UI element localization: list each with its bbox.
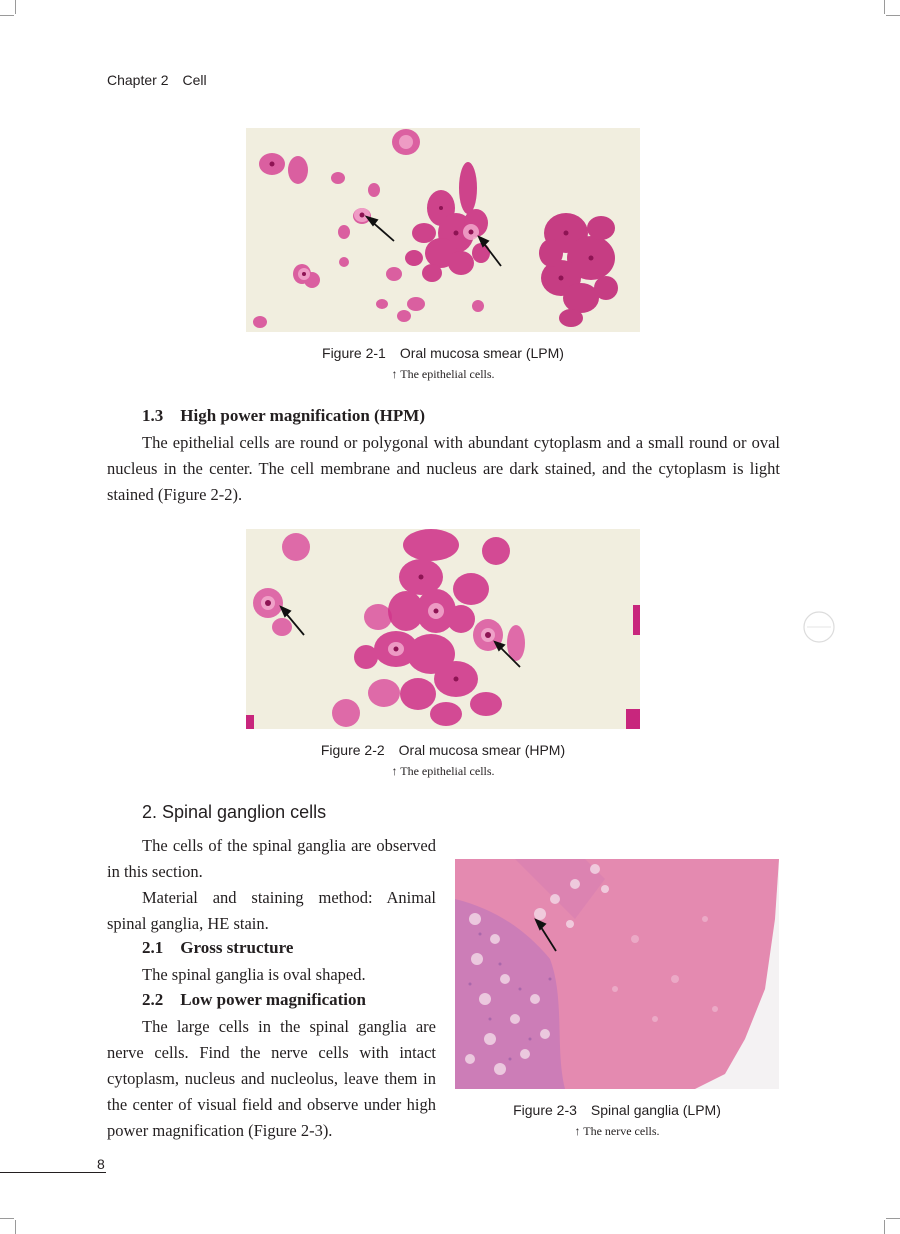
page-number: 8	[97, 1156, 105, 1172]
section-2-1-body	[107, 962, 436, 988]
crop-mark	[884, 1220, 885, 1234]
figure-2-1-micrograph	[246, 128, 640, 332]
crop-mark	[0, 1218, 14, 1219]
section-2-body	[107, 833, 436, 937]
figure-2-2-note: ↑ The epithelial cells.	[391, 764, 495, 778]
running-header: Chapter 2 Cell	[107, 72, 207, 88]
section-2-1-heading: 2.1 Gross structure	[142, 938, 294, 957]
section-2-2-heading: 2.2 Low power magnification	[142, 990, 366, 1009]
figure-2-3-title: Figure 2-3 Spinal ganglia (LPM)	[513, 1102, 721, 1118]
section-2-heading: 2. Spinal ganglion cells	[142, 802, 327, 822]
figure-2-1-title: Figure 2-1 Oral mucosa smear (LPM)	[322, 345, 564, 361]
crop-mark	[886, 15, 900, 16]
crop-mark	[886, 1218, 900, 1219]
section-1-3-heading: 1.3 High power magnification (HPM)	[142, 406, 425, 425]
section-2-2-body	[107, 1014, 436, 1144]
crop-mark	[0, 15, 14, 16]
section-1-3-text: The epithelial cells are round or polygonal with abundant cytoplasm and a small round or oval nucleus in the center. The cell membrane and nucleus are dark stained, and the cytoplasm is light stained (Figure 2-2).	[107, 433, 780, 504]
section-2-intro: The cells of the spinal ganglia are observed in this section.	[107, 836, 436, 881]
crop-mark	[15, 1220, 16, 1234]
figure-2-2-micrograph	[246, 529, 640, 729]
figure-2-3-note: ↑ The nerve cells.	[574, 1124, 660, 1138]
figure-2-2-title: Figure 2-2 Oral mucosa smear (HPM)	[320, 742, 566, 758]
footer-rule	[0, 1156, 106, 1173]
figure-2-1-note: ↑ The epithelial cells.	[391, 367, 495, 381]
section-2-material: Material and staining method: Animal spinal ganglia, HE stain.	[107, 888, 436, 933]
crop-mark	[15, 0, 16, 14]
crop-mark	[884, 0, 885, 14]
section-1-3-paragraph	[107, 430, 780, 508]
registration-mark-icon	[802, 610, 836, 644]
section-2-2-text: The large cells in the spinal ganglia are nerve cells. Find the nerve cells with intact cytoplasm, nucleus and nucleolus, leave them in the center of visual field and observe under high power magnification (Figure 2-3).	[107, 1017, 436, 1140]
figure-2-3-micrograph	[455, 859, 779, 1089]
section-2-1-text: The spinal ganglia is oval shaped.	[142, 965, 366, 984]
